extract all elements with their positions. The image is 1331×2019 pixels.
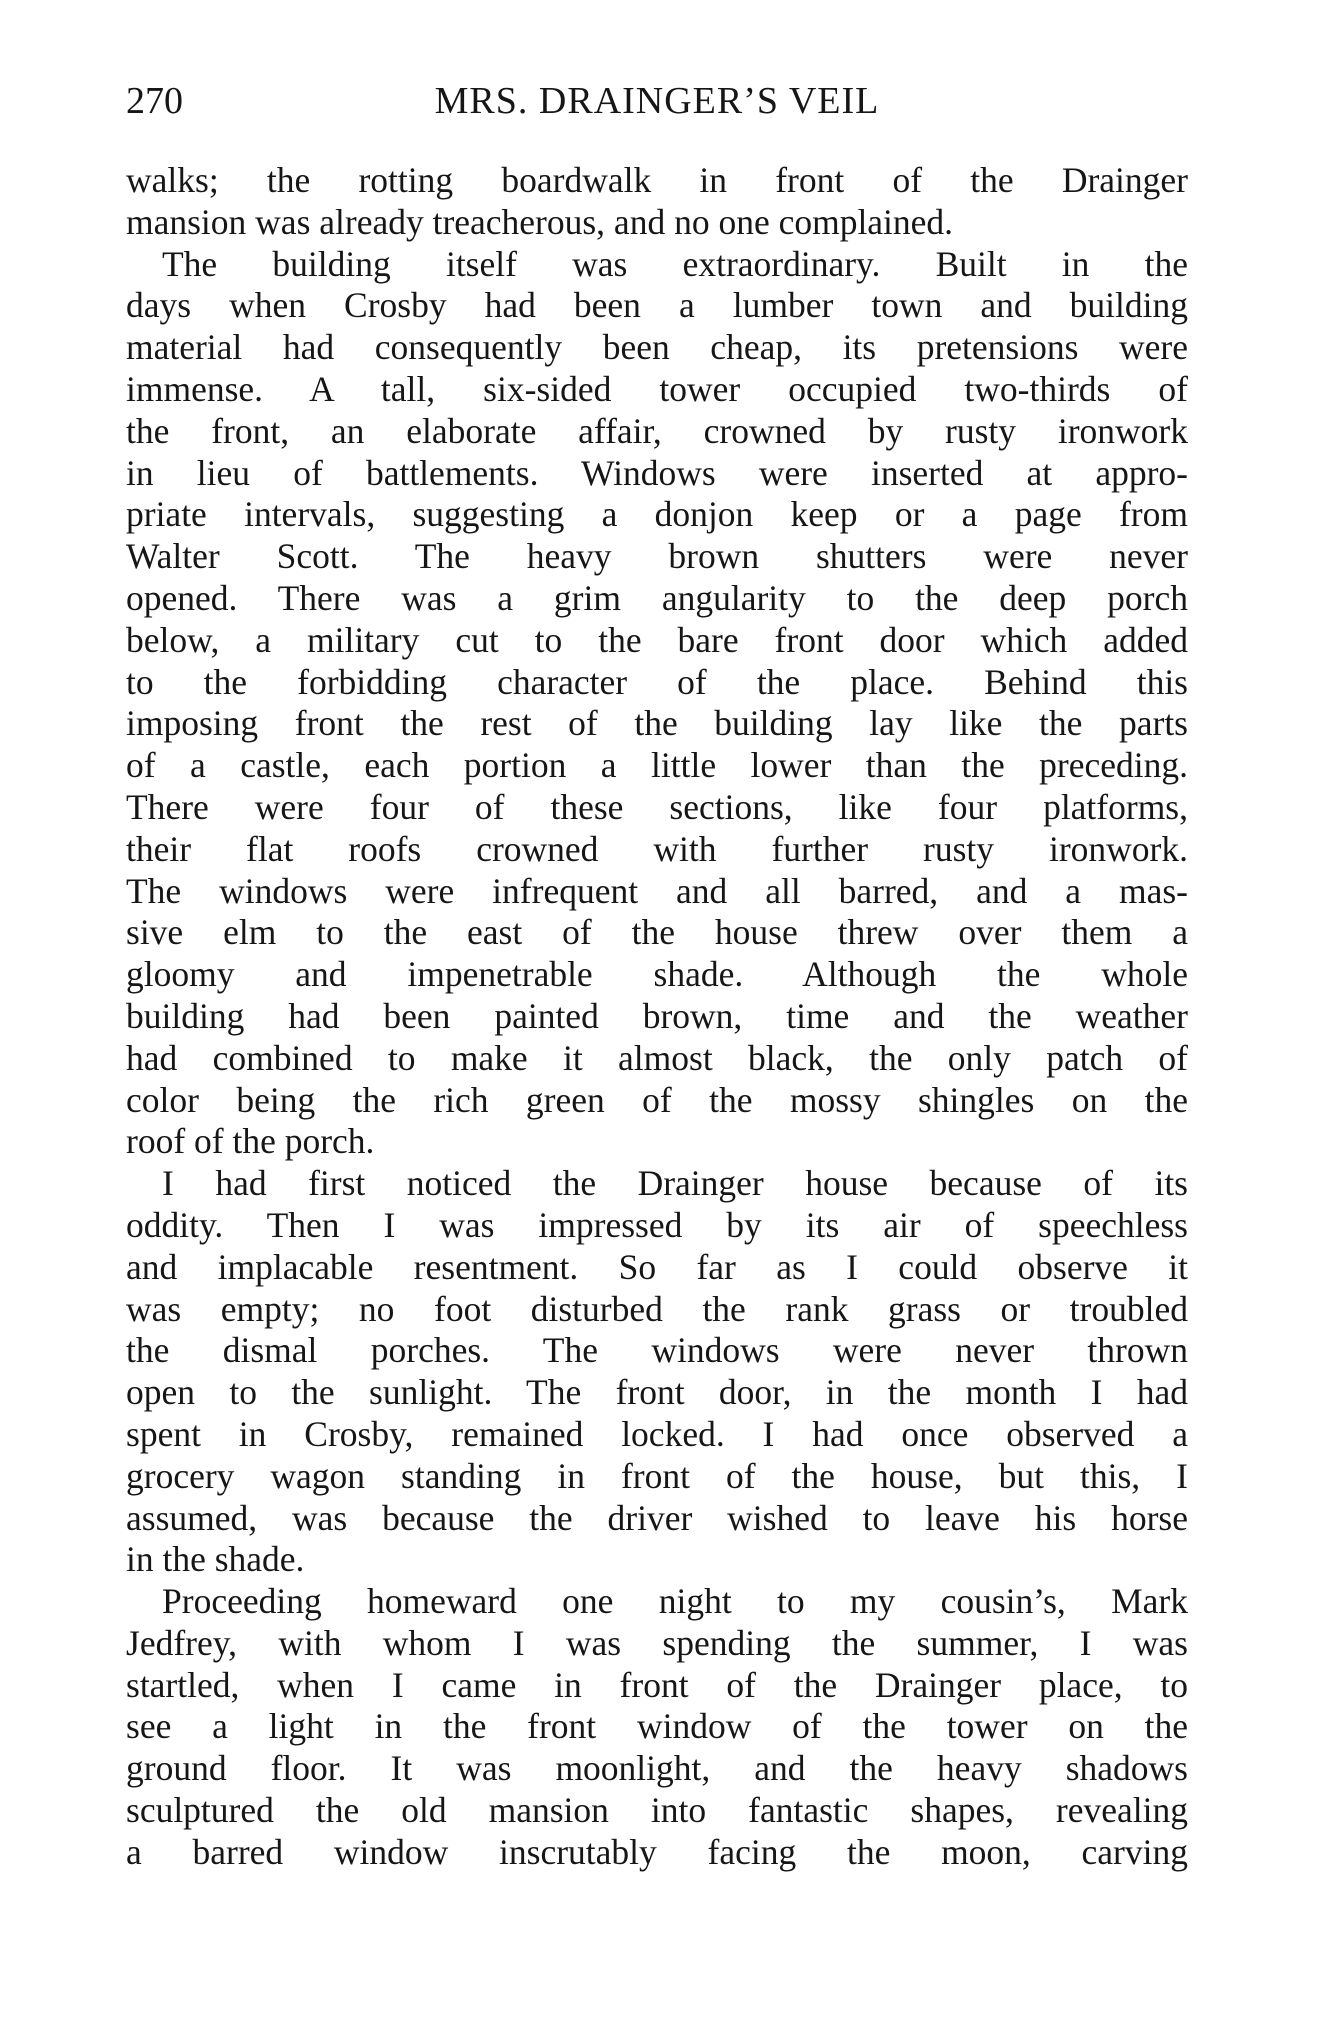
text-line: priate intervals, suggesting a donjon keep or a page from <box>126 494 1188 535</box>
text-line: a barred window inscrutably facing the moon, carving <box>126 1831 1188 1872</box>
text-line: Proceeding homeward one night to my cousin’s, Mark <box>162 1581 1188 1622</box>
text-line: ground floor. It was moonlight, and the heavy shadows <box>126 1748 1188 1789</box>
text-line: gloomy and impenetrable shade. Although the whole <box>126 954 1188 995</box>
text-line: open to the sunlight. The front door, in the month I had <box>126 1372 1188 1413</box>
text-line: had combined to make it almost black, the only patch of <box>126 1037 1188 1078</box>
text-line: see a light in the front window of the tower on the <box>126 1706 1188 1747</box>
text-line: Walter Scott. The heavy brown shutters were never <box>126 536 1188 577</box>
text-line: mansion was already treacherous, and no one complained. <box>126 201 954 242</box>
text-line: The building itself was extraordinary. Built in the <box>162 243 1188 284</box>
text-line: sculptured the old mansion into fantastic shapes, revealing <box>126 1790 1188 1831</box>
text-line: color being the rich green of the mossy shingles on the <box>126 1079 1188 1120</box>
text-line: to the forbidding character of the place. Behind this <box>126 661 1188 702</box>
text-line: in lieu of battlements. Windows were inserted at appro- <box>126 452 1188 493</box>
text-line: walks; the rotting boardwalk in front of the Drainger <box>126 160 1188 200</box>
page-number: 270 <box>126 80 183 122</box>
text-line: the front, an elaborate affair, crowned by rusty ironwork <box>126 410 1188 451</box>
text-line: days when Crosby had been a lumber town and building <box>126 285 1188 326</box>
text-line: in the shade. <box>126 1539 305 1580</box>
text-line: and implacable resentment. So far as I could observe it <box>126 1246 1188 1287</box>
text-line: startled, when I came in front of the Drainger place, to <box>126 1664 1188 1705</box>
text-line: sive elm to the east of the house threw over them a <box>126 912 1188 953</box>
text-line: imposing front the rest of the building lay like the parts <box>126 703 1188 744</box>
text-line: their flat roofs crowned with further rusty ironwork. <box>126 828 1188 869</box>
text-line: below, a military cut to the bare front door which added <box>126 619 1188 660</box>
text-line: Jedfrey, with whom I was spending the summer, I was <box>126 1622 1188 1663</box>
text-line: was empty; no foot disturbed the rank grass or troubled <box>126 1288 1188 1329</box>
text-line: spent in Crosby, remained locked. I had once observed a <box>126 1413 1188 1454</box>
page-title: MRS. DRAINGER’S VEIL <box>434 80 880 122</box>
body-text <box>126 160 1188 1874</box>
text-line: The windows were infrequent and all barred, and a mas- <box>126 870 1188 911</box>
text-line: opened. There was a grim angularity to the deep porch <box>126 577 1188 618</box>
text-line: immense. A tall, six-sided tower occupied two-thirds of <box>126 368 1188 409</box>
text-line: the dismal porches. The windows were never thrown <box>126 1330 1188 1371</box>
text-line: I had first noticed the Drainger house because of its <box>162 1163 1188 1204</box>
text-line: building had been painted brown, time and the weather <box>126 995 1188 1036</box>
text-line: assumed, was because the driver wished to leave his horse <box>126 1497 1188 1538</box>
text-line: roof of the porch. <box>126 1121 375 1162</box>
text-line: There were four of these sections, like four platforms, <box>126 786 1188 827</box>
text-line: material had consequently been cheap, its pretensions were <box>126 327 1188 368</box>
running-head <box>126 78 1188 124</box>
text-line: oddity. Then I was impressed by its air of speechless <box>126 1204 1188 1245</box>
text-line: grocery wagon standing in front of the house, but this, I <box>126 1455 1188 1496</box>
text-line: of a castle, each portion a little lower than the preceding. <box>126 745 1188 786</box>
